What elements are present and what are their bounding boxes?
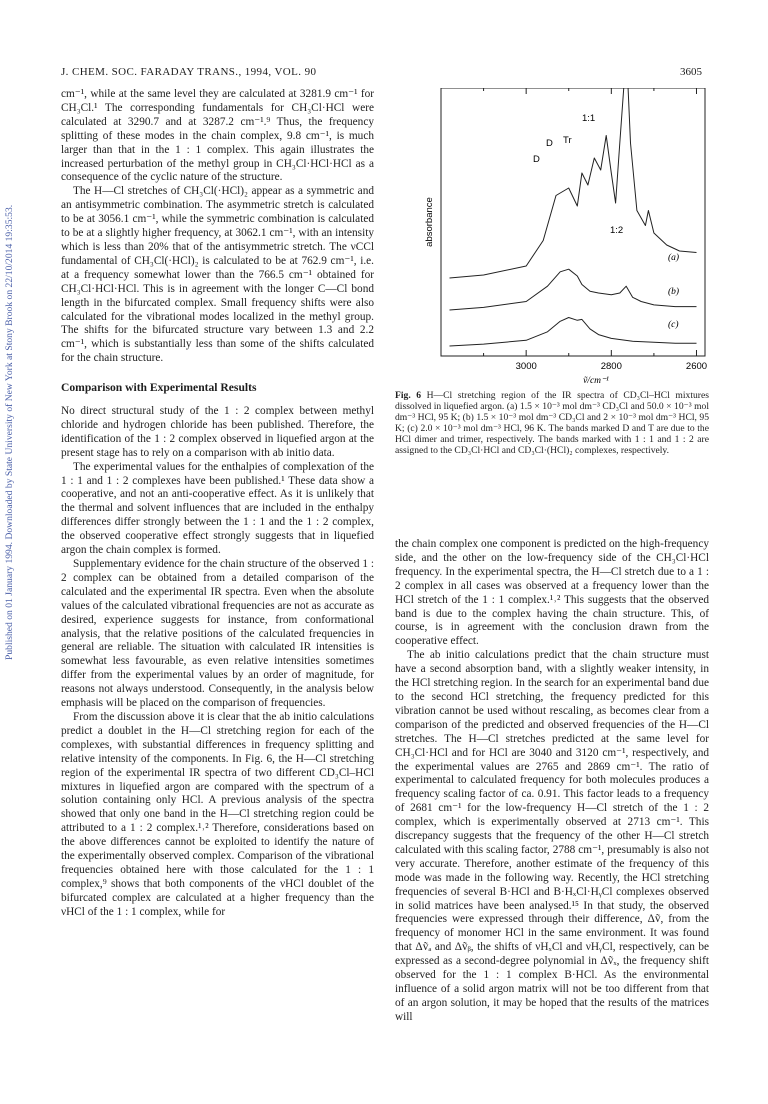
trace-label-a: (a) <box>668 253 680 263</box>
spectrum-trace-a <box>450 88 697 278</box>
paragraph: the chain complex one component is predicted on the high-frequency side, and the other on the low-frequency side of the CH₃Cl·HCl frequency. In the experimental spectra, the H—Cl stretch due to a 1 : 2 complex in all cases was observed at a frequency lower than the HCl stretch of the 1 : 1 complex.¹˒² This suggests that the observed band is due to the complex having the chain structure. This, of course, is in agreement with the conclusion drawn from the cooperative effect. <box>395 538 709 648</box>
journal-header: J. CHEM. SOC. FARADAY TRANS., 1994, VOL. 90 <box>61 66 317 78</box>
x-tick-label: 3000 <box>515 361 537 372</box>
peak-label: 1:2 <box>610 225 624 236</box>
peak-label: 1:1 <box>582 113 596 124</box>
peak-label: D <box>533 154 540 165</box>
spectrum-traces <box>450 88 697 346</box>
left-column <box>61 88 374 920</box>
x-tick-label: 2600 <box>685 361 708 372</box>
paragraph: No direct structural study of the 1 : 2 complex between methyl chloride and hydrogen chloride has been published. Therefore, the identification of the 1 : 2 complex observed in liquefied argon at the present stage has to rely on a comparison with ab initio data. <box>61 405 374 459</box>
trace-label-c: (c) <box>668 320 679 330</box>
trace-label-b: (b) <box>668 287 680 297</box>
figure-6 <box>396 88 710 388</box>
download-watermark: Published on 01 January 1994. Downloaded by State University of New York at Stony Brook on 22/10/2014 19:35:53. <box>4 204 15 660</box>
caption-text: H—Cl stretching region of the IR spectra of CD₃Cl–HCl mixtures dissolved in liquefied argon. (a) 1.5 × 10⁻³ mol dm⁻³ CD₃Cl and 50.0 × 10⁻³ mol dm⁻³ HCl, 95 K; (b) 1.5 × 10⁻³ mol dm⁻³ CD₃Cl and 2 × 10⁻³ mol dm⁻³ HCl, 95 K; (c) 2.0 × 10⁻³ mol dm⁻³ HCl, 96 K. The bands marked D and T are due to the HCl dimer and trimer, respectively. The bands marked with 1 : 1 and 1 : 2 are assigned to the CD₃Cl·HCl and CD₃Cl·(HCl)₂ complexes, respectively. <box>395 390 709 457</box>
page-number: 3605 <box>680 66 702 78</box>
peak-label: Tr <box>563 135 572 146</box>
y-axis-label: absorbance <box>424 197 435 247</box>
paragraph: The H—Cl stretches of CH₃Cl(·HCl)₂ appear as a symmetric and an antisymmetric combination. The asymmetric stretch is calculated to be at 3056.1 cm⁻¹, while the symmetric combination is calculated to be at a slightly higher frequency, at 3062.1 cm⁻¹, with an intensity which is less than 20% that of the antisymmetric stretch. The νCCl fundamental of CH₃Cl(·HCl)₂ is calculated to be at 762.9 cm⁻¹, i.e. at a frequency somewhat lower than the 766.5 cm⁻¹ obtained for CH₃Cl·HCl·HCl. This is in agreement with the longer C—Cl bond length in the bifurcated complex. Small frequency shifts were also calculated for the vibrational modes localized in the methyl group. The shifts for the bifurcated structure vary between 1.3 and 2.2 cm⁻¹, which is substantially less than some of the shifts calculated for the chain structure. <box>61 185 374 365</box>
paragraph: From the discussion above it is clear that the ab initio calculations predict a doublet in the H—Cl stretching region for each of the complexes, with substantial differences in frequency splitting and relative intensity of the components. In Fig. 6, the H—Cl stretching region of the experimental IR spectra of two different CD₃Cl–HCl mixtures in liquefied argon are compared with the spectrum of a solution containing only HCl. A previous analysis of the spectra showed that only one band in the H—Cl stretching region could be attributed to a 1 : 2 complex.¹˒² Therefore, considerations based on the above differences cannot be exploited to identify the nature of the experimentally observed complex. Comparison of the vibrational frequencies obtained here with those calculated for the 1 : 1 complex,⁹ shows that both components of the νHCl doublet of the bifurcated complex are calculated at a higher frequency than the νHCl of the 1 : 1 complex, while for <box>61 710 374 918</box>
spectrum-trace-c <box>450 318 697 347</box>
top-tick-marks <box>441 88 696 94</box>
x-axis-label: ṽ/cm⁻¹ <box>583 376 609 386</box>
right-column <box>395 538 709 1025</box>
x-tick-label: 2800 <box>600 361 622 372</box>
caption-label: Fig. 6 <box>395 390 422 401</box>
figure-caption <box>395 390 709 457</box>
ir-spectrum-plot <box>396 88 710 388</box>
plot-frame <box>441 88 705 356</box>
section-heading: Comparison with Experimental Results <box>61 381 257 395</box>
paragraph: Supplementary evidence for the chain structure of the observed 1 : 2 complex can be obtained from a detailed comparison of the calculated and the experimental IR spectra. Even when the absolute values of the calculated vibrational frequencies are not as accurate as desired, experience suggests for instance, from conformational analysis, that the relative positions of the calculated frequencies in general are reliable. The situation with calculated IR intensities is somewhat less favourable, as even relative intensities sometimes differ from the experimental values by an order of magnitude, for reasons not always understood. Consequently, in the analysis below emphasis will be placed on the comparison of frequencies. <box>61 558 374 710</box>
paragraph: The experimental values for the enthalpies of complexation of the 1 : 1 and 1 : 2 complexes have been published.¹ These data show a cooperative, and not an anti-cooperative effect. As it is unlikely that the thermal and solvent influences that are included in the enthalpy differences differ strongly between the 1 : 1 and the 1 : 2 complex, the observed cooperative effect strongly suggests that in liquefied argon the chain complex is formed. <box>61 460 374 557</box>
spectrum-trace-b <box>450 269 697 310</box>
paragraph: The ab initio calculations predict that the chain structure must have a second absorption band, with a slightly weaker intensity, in the HCl stretching region. In the search for an experimental band due to the second HCl stretching, the frequency predicted for this vibration cannot be used without rescaling, as becomes clear from a comparison of the predicted and observed frequencies of the H—Cl stretches. The H—Cl stretches predicted at the same level for CH₃Cl·HCl and for HCl are 3040 and 3120 cm⁻¹, respectively, and the experimental values are 2765 and 2869 cm⁻¹. The ratio of experimental to calculated frequency for both molecules produces a frequency scaling factor of ca. 0.91. This factor leads to a frequency of 2681 cm⁻¹ for the low-frequency H—Cl stretch of the 1 : 2 complex, which is experimentally observed at 2713 cm⁻¹. This discrepancy suggests that the frequency of the other H—Cl stretch calculated with this scaling factor, 2788 cm⁻¹, presumably is also not very accurate. Therefore, another estimate of the frequency of this mode was made in the following way. Recently, the HCl stretching frequencies of several B·HCl and B·HₓCl·HᵧCl complexes observed in solid matrices have been analysed.¹⁵ In that study, the observed frequencies were expressed through their difference, Δṽ, from the frequency of monomer HCl in the same environment. It was found that Δṽₐ and Δṽᵦ, the shifts of νHₓCl and νHᵧCl, respectively, can be expressed as a second-degree polynomial in Δṽₓ, the frequency shift observed for the 1 : 1 complex B·HCl. As the environmental influence of a solid argon matrix will not be too different from that of an argon solution, it may be hoped that the results of the matrices will <box>395 649 709 1023</box>
peak-label: D <box>546 138 553 149</box>
paragraph: cm⁻¹, while at the same level they are calculated at 3281.9 cm⁻¹ for CH₃Cl.¹ The corresponding fundamentals for CH₃Cl·HCl were calculated at 3290.7 and at 3287.2 cm⁻¹.⁹ Thus, the frequency splitting of these modes in the chain complex, 9.8 cm⁻¹, is much larger than that in the 1 : 1 complex. This again illustrates the increased perturbation of the methyl group in CH₃Cl·HCl·HCl as a consequence of the cyclic nature of the structure. <box>61 88 374 184</box>
bottom-tick-marks <box>441 350 696 356</box>
